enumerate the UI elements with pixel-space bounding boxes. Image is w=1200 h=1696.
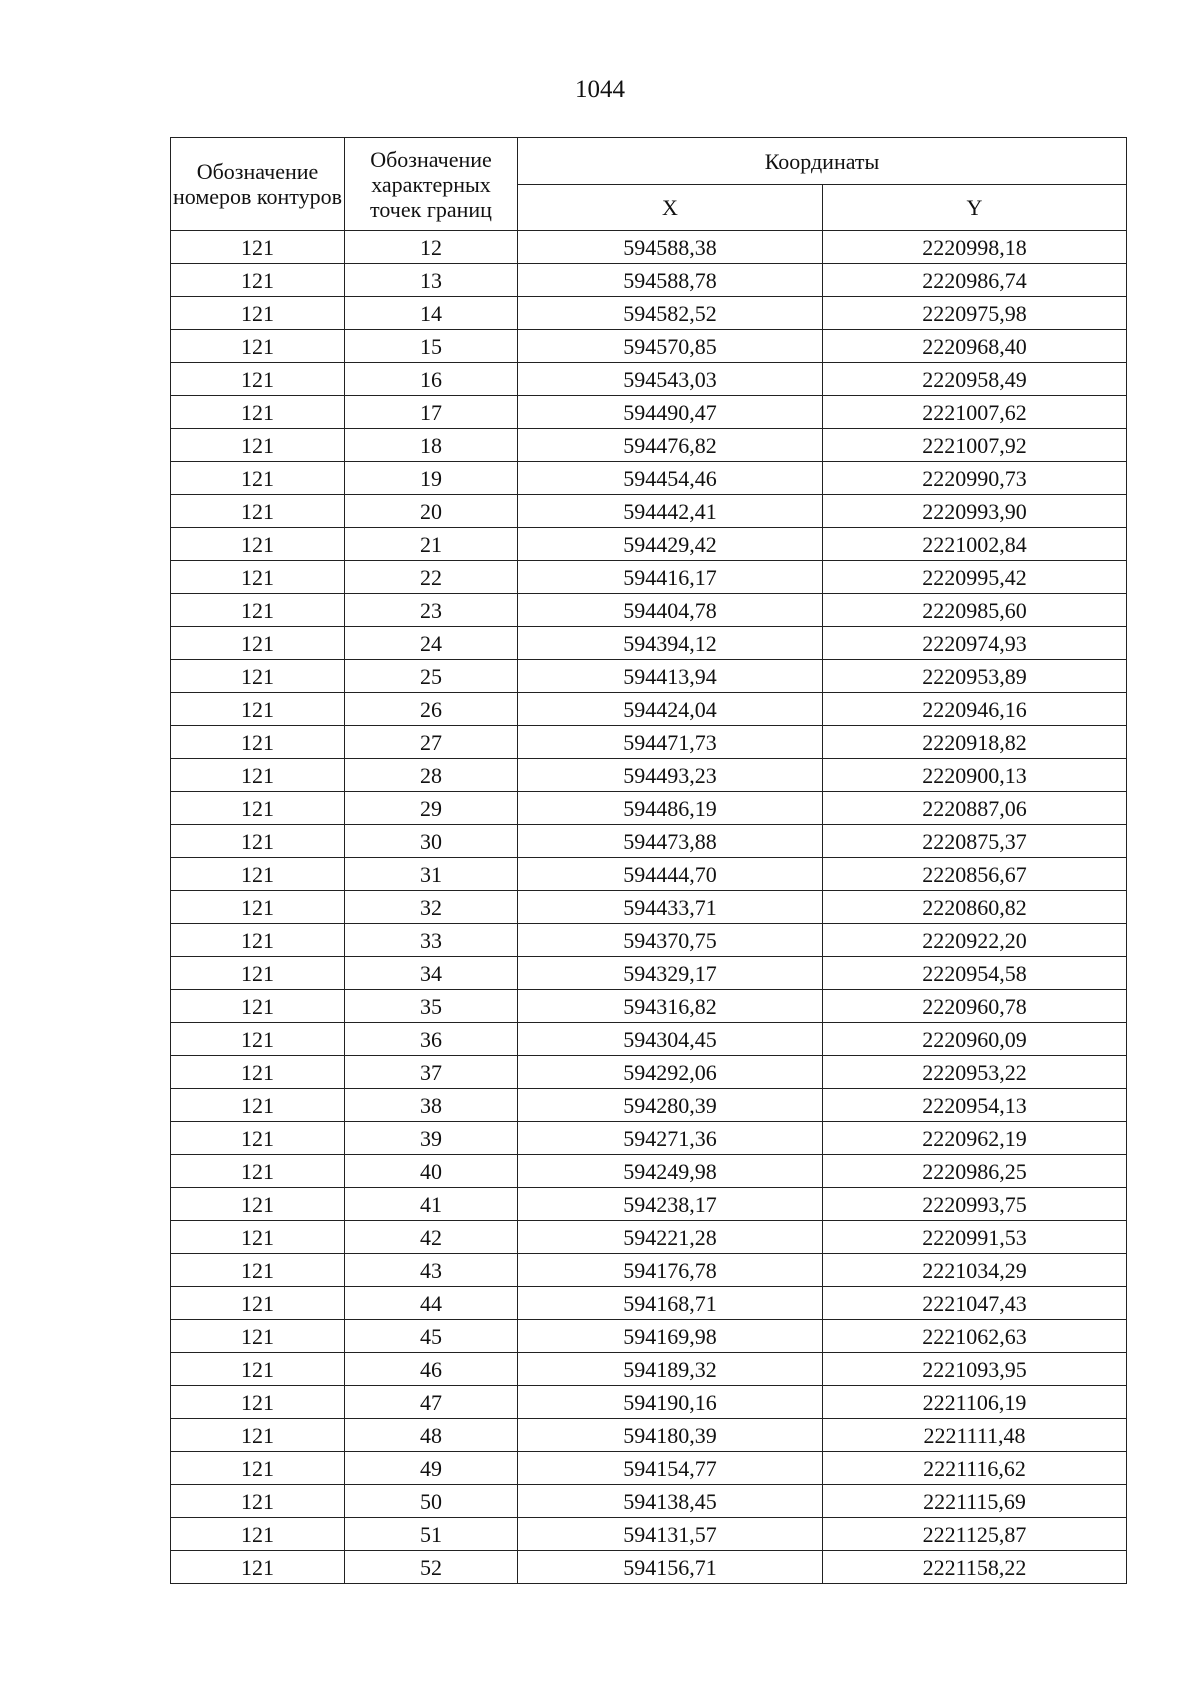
cell-contour-number: 121 xyxy=(171,1386,345,1419)
cell-contour-number: 121 xyxy=(171,1056,345,1089)
cell-contour-number: 121 xyxy=(171,924,345,957)
cell-contour-number: 121 xyxy=(171,1551,345,1584)
cell-x: 594476,82 xyxy=(518,429,823,462)
cell-contour-number: 121 xyxy=(171,1188,345,1221)
cell-point-number: 52 xyxy=(345,1551,518,1584)
table-row xyxy=(171,528,1127,561)
cell-x: 594444,70 xyxy=(518,858,823,891)
table-body xyxy=(171,231,1127,1584)
table-row xyxy=(171,1254,1127,1287)
cell-y: 2220958,49 xyxy=(823,363,1127,396)
cell-contour-number: 121 xyxy=(171,792,345,825)
table-row xyxy=(171,1089,1127,1122)
cell-contour-number: 121 xyxy=(171,231,345,264)
cell-point-number: 21 xyxy=(345,528,518,561)
cell-point-number: 26 xyxy=(345,693,518,726)
cell-contour-number: 121 xyxy=(171,759,345,792)
table-row xyxy=(171,627,1127,660)
cell-y: 2221111,48 xyxy=(823,1419,1127,1452)
table-row xyxy=(171,1155,1127,1188)
cell-y: 2220990,73 xyxy=(823,462,1127,495)
cell-y: 2220998,18 xyxy=(823,231,1127,264)
cell-y: 2221106,19 xyxy=(823,1386,1127,1419)
cell-contour-number: 121 xyxy=(171,1518,345,1551)
cell-y: 2220918,82 xyxy=(823,726,1127,759)
table-row xyxy=(171,561,1127,594)
cell-point-number: 32 xyxy=(345,891,518,924)
cell-y: 2220953,89 xyxy=(823,660,1127,693)
cell-x: 594493,23 xyxy=(518,759,823,792)
cell-point-number: 38 xyxy=(345,1089,518,1122)
table-row xyxy=(171,1287,1127,1320)
table-row xyxy=(171,1056,1127,1089)
cell-y: 2220954,13 xyxy=(823,1089,1127,1122)
cell-y: 2220993,75 xyxy=(823,1188,1127,1221)
page-number: 1044 xyxy=(575,76,625,103)
cell-contour-number: 121 xyxy=(171,528,345,561)
cell-contour-number: 121 xyxy=(171,264,345,297)
cell-point-number: 37 xyxy=(345,1056,518,1089)
cell-contour-number: 121 xyxy=(171,957,345,990)
cell-point-number: 43 xyxy=(345,1254,518,1287)
cell-contour-number: 121 xyxy=(171,396,345,429)
cell-x: 594471,73 xyxy=(518,726,823,759)
coordinates-table xyxy=(170,137,1127,1584)
table-row xyxy=(171,957,1127,990)
cell-y: 2221007,92 xyxy=(823,429,1127,462)
table-row xyxy=(171,330,1127,363)
cell-contour-number: 121 xyxy=(171,1287,345,1320)
table-row xyxy=(171,1188,1127,1221)
cell-y: 2220993,90 xyxy=(823,495,1127,528)
cell-contour-number: 121 xyxy=(171,1155,345,1188)
table-row xyxy=(171,792,1127,825)
cell-y: 2221116,62 xyxy=(823,1452,1127,1485)
cell-x: 594221,28 xyxy=(518,1221,823,1254)
table-row xyxy=(171,891,1127,924)
cell-y: 2220986,74 xyxy=(823,264,1127,297)
cell-x: 594473,88 xyxy=(518,825,823,858)
cell-contour-number: 121 xyxy=(171,1419,345,1452)
table-row xyxy=(171,1518,1127,1551)
cell-point-number: 49 xyxy=(345,1452,518,1485)
cell-point-number: 29 xyxy=(345,792,518,825)
cell-contour-number: 121 xyxy=(171,297,345,330)
cell-y: 2220995,42 xyxy=(823,561,1127,594)
cell-contour-number: 121 xyxy=(171,1023,345,1056)
cell-y: 2220968,40 xyxy=(823,330,1127,363)
header-contour-numbers: Обозначение номеров контуров xyxy=(171,138,345,231)
cell-y: 2220985,60 xyxy=(823,594,1127,627)
cell-contour-number: 121 xyxy=(171,594,345,627)
cell-point-number: 12 xyxy=(345,231,518,264)
table-row xyxy=(171,1485,1127,1518)
cell-point-number: 23 xyxy=(345,594,518,627)
cell-y: 2220900,13 xyxy=(823,759,1127,792)
table-row xyxy=(171,363,1127,396)
cell-x: 594582,52 xyxy=(518,297,823,330)
cell-point-number: 48 xyxy=(345,1419,518,1452)
cell-y: 2220875,37 xyxy=(823,825,1127,858)
cell-point-number: 17 xyxy=(345,396,518,429)
cell-y: 2221093,95 xyxy=(823,1353,1127,1386)
table-row xyxy=(171,297,1127,330)
table-row xyxy=(171,495,1127,528)
cell-point-number: 40 xyxy=(345,1155,518,1188)
table-row xyxy=(171,1419,1127,1452)
cell-contour-number: 121 xyxy=(171,1320,345,1353)
cell-x: 594138,45 xyxy=(518,1485,823,1518)
cell-point-number: 31 xyxy=(345,858,518,891)
cell-x: 594180,39 xyxy=(518,1419,823,1452)
table-row xyxy=(171,825,1127,858)
cell-point-number: 33 xyxy=(345,924,518,957)
cell-x: 594433,71 xyxy=(518,891,823,924)
cell-y: 2221047,43 xyxy=(823,1287,1127,1320)
cell-contour-number: 121 xyxy=(171,1122,345,1155)
table-row xyxy=(171,990,1127,1023)
header-coordinates: Координаты xyxy=(518,138,1127,185)
cell-y: 2220974,93 xyxy=(823,627,1127,660)
cell-contour-number: 121 xyxy=(171,825,345,858)
table-row xyxy=(171,1386,1127,1419)
cell-contour-number: 121 xyxy=(171,1221,345,1254)
cell-x: 594176,78 xyxy=(518,1254,823,1287)
cell-x: 594168,71 xyxy=(518,1287,823,1320)
cell-point-number: 18 xyxy=(345,429,518,462)
table-row xyxy=(171,1320,1127,1353)
cell-point-number: 20 xyxy=(345,495,518,528)
cell-point-number: 50 xyxy=(345,1485,518,1518)
table-row xyxy=(171,231,1127,264)
cell-y: 2220986,25 xyxy=(823,1155,1127,1188)
cell-y: 2220953,22 xyxy=(823,1056,1127,1089)
cell-point-number: 35 xyxy=(345,990,518,1023)
cell-point-number: 19 xyxy=(345,462,518,495)
header-boundary-points: Обозначение характерных точек границ xyxy=(345,138,518,231)
cell-x: 594404,78 xyxy=(518,594,823,627)
cell-contour-number: 121 xyxy=(171,1089,345,1122)
cell-point-number: 16 xyxy=(345,363,518,396)
header-y: Y xyxy=(823,185,1127,231)
cell-point-number: 46 xyxy=(345,1353,518,1386)
cell-x: 594413,94 xyxy=(518,660,823,693)
cell-point-number: 24 xyxy=(345,627,518,660)
cell-point-number: 51 xyxy=(345,1518,518,1551)
cell-x: 594429,42 xyxy=(518,528,823,561)
cell-x: 594570,85 xyxy=(518,330,823,363)
cell-point-number: 14 xyxy=(345,297,518,330)
cell-point-number: 34 xyxy=(345,957,518,990)
cell-y: 2220962,19 xyxy=(823,1122,1127,1155)
cell-contour-number: 121 xyxy=(171,330,345,363)
table-row xyxy=(171,1122,1127,1155)
table-header xyxy=(171,138,1127,231)
cell-contour-number: 121 xyxy=(171,726,345,759)
table-row xyxy=(171,1353,1127,1386)
cell-y: 2221002,84 xyxy=(823,528,1127,561)
cell-contour-number: 121 xyxy=(171,1254,345,1287)
cell-contour-number: 121 xyxy=(171,660,345,693)
cell-y: 2220960,78 xyxy=(823,990,1127,1023)
cell-contour-number: 121 xyxy=(171,990,345,1023)
cell-y: 2221158,22 xyxy=(823,1551,1127,1584)
cell-y: 2220856,67 xyxy=(823,858,1127,891)
cell-point-number: 41 xyxy=(345,1188,518,1221)
cell-contour-number: 121 xyxy=(171,495,345,528)
cell-point-number: 30 xyxy=(345,825,518,858)
cell-y: 2221007,62 xyxy=(823,396,1127,429)
cell-point-number: 22 xyxy=(345,561,518,594)
cell-contour-number: 121 xyxy=(171,1353,345,1386)
cell-contour-number: 121 xyxy=(171,891,345,924)
cell-x: 594154,77 xyxy=(518,1452,823,1485)
cell-y: 2220887,06 xyxy=(823,792,1127,825)
cell-x: 594442,41 xyxy=(518,495,823,528)
cell-x: 594271,36 xyxy=(518,1122,823,1155)
header-x: X xyxy=(518,185,823,231)
table-row xyxy=(171,759,1127,792)
cell-x: 594292,06 xyxy=(518,1056,823,1089)
cell-y: 2220922,20 xyxy=(823,924,1127,957)
cell-y: 2221034,29 xyxy=(823,1254,1127,1287)
table-row xyxy=(171,726,1127,759)
table-row xyxy=(171,594,1127,627)
cell-point-number: 45 xyxy=(345,1320,518,1353)
cell-contour-number: 121 xyxy=(171,363,345,396)
cell-x: 594416,17 xyxy=(518,561,823,594)
table-row xyxy=(171,1023,1127,1056)
cell-y: 2220960,09 xyxy=(823,1023,1127,1056)
cell-y: 2220975,98 xyxy=(823,297,1127,330)
table-row xyxy=(171,429,1127,462)
cell-y: 2221125,87 xyxy=(823,1518,1127,1551)
cell-x: 594424,04 xyxy=(518,693,823,726)
cell-point-number: 42 xyxy=(345,1221,518,1254)
cell-point-number: 15 xyxy=(345,330,518,363)
cell-x: 594249,98 xyxy=(518,1155,823,1188)
table-row xyxy=(171,462,1127,495)
table-row xyxy=(171,858,1127,891)
cell-x: 594238,17 xyxy=(518,1188,823,1221)
table-row xyxy=(171,396,1127,429)
cell-x: 594190,16 xyxy=(518,1386,823,1419)
cell-contour-number: 121 xyxy=(171,627,345,660)
cell-x: 594454,46 xyxy=(518,462,823,495)
cell-contour-number: 121 xyxy=(171,429,345,462)
cell-x: 594588,78 xyxy=(518,264,823,297)
cell-y: 2221062,63 xyxy=(823,1320,1127,1353)
cell-x: 594156,71 xyxy=(518,1551,823,1584)
cell-y: 2220954,58 xyxy=(823,957,1127,990)
cell-x: 594304,45 xyxy=(518,1023,823,1056)
cell-point-number: 47 xyxy=(345,1386,518,1419)
table-row xyxy=(171,1221,1127,1254)
cell-point-number: 39 xyxy=(345,1122,518,1155)
cell-contour-number: 121 xyxy=(171,561,345,594)
cell-point-number: 27 xyxy=(345,726,518,759)
cell-y: 2220946,16 xyxy=(823,693,1127,726)
cell-x: 594280,39 xyxy=(518,1089,823,1122)
cell-point-number: 28 xyxy=(345,759,518,792)
cell-x: 594394,12 xyxy=(518,627,823,660)
cell-x: 594370,75 xyxy=(518,924,823,957)
cell-point-number: 44 xyxy=(345,1287,518,1320)
table-row xyxy=(171,924,1127,957)
table-row xyxy=(171,1452,1127,1485)
cell-contour-number: 121 xyxy=(171,1485,345,1518)
cell-x: 594189,32 xyxy=(518,1353,823,1386)
table-row xyxy=(171,264,1127,297)
cell-point-number: 25 xyxy=(345,660,518,693)
cell-contour-number: 121 xyxy=(171,858,345,891)
table-row xyxy=(171,693,1127,726)
cell-point-number: 13 xyxy=(345,264,518,297)
cell-x: 594169,98 xyxy=(518,1320,823,1353)
cell-y: 2220860,82 xyxy=(823,891,1127,924)
cell-contour-number: 121 xyxy=(171,462,345,495)
table-row xyxy=(171,660,1127,693)
cell-contour-number: 121 xyxy=(171,1452,345,1485)
cell-x: 594486,19 xyxy=(518,792,823,825)
cell-x: 594588,38 xyxy=(518,231,823,264)
cell-y: 2220991,53 xyxy=(823,1221,1127,1254)
cell-point-number: 36 xyxy=(345,1023,518,1056)
table-row xyxy=(171,1551,1127,1584)
cell-x: 594543,03 xyxy=(518,363,823,396)
cell-x: 594490,47 xyxy=(518,396,823,429)
cell-x: 594329,17 xyxy=(518,957,823,990)
cell-y: 2221115,69 xyxy=(823,1485,1127,1518)
cell-x: 594131,57 xyxy=(518,1518,823,1551)
cell-x: 594316,82 xyxy=(518,990,823,1023)
cell-contour-number: 121 xyxy=(171,693,345,726)
